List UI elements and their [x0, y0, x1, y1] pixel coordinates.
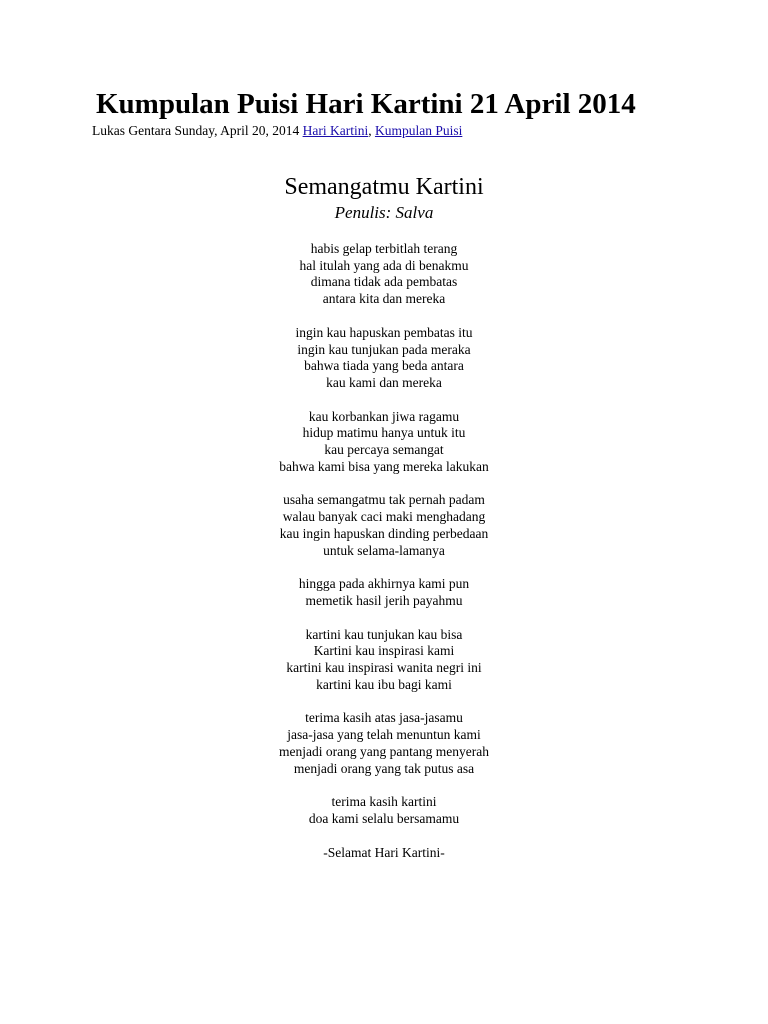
poem-stanza — [184, 241, 584, 308]
poem-stanza — [184, 492, 584, 559]
poem-line: kartini kau ibu bagi kami — [316, 676, 452, 692]
poem-line: menjadi orang yang tak putus asa — [293, 760, 475, 776]
poem-line: kau kami dan mereka — [326, 374, 442, 390]
poem-stanza — [184, 576, 584, 609]
poem-author: Penulis: Salva — [334, 203, 434, 222]
poem-title: Semangatmu Kartini — [284, 174, 484, 200]
tag-link-kumpulan-puisi[interactable]: Kumpulan Puisi — [374, 123, 463, 138]
poem-line: hal itulah yang ada di benakmu — [299, 257, 469, 273]
poem-line: jasa-jasa yang telah menuntun kami — [287, 727, 481, 743]
poem-line: memetik hasil jerih payahmu — [305, 592, 463, 608]
article-date: Sunday, April 20, 2014 — [174, 123, 300, 138]
poem-stanza — [184, 409, 584, 476]
poem-stanza — [184, 794, 584, 827]
poem-line: walau banyak caci maki menghadang — [282, 509, 486, 525]
poem-line: kau ingin hapuskan dinding perbedaan — [279, 525, 489, 541]
article-author: Lukas Gentara — [92, 123, 172, 138]
poem-line: antara kita dan mereka — [322, 291, 446, 307]
poem-line: menjadi orang yang pantang menyerah — [279, 743, 489, 759]
poem-line: ingin kau tunjukan pada meraka — [297, 341, 471, 357]
poem-line: kau korbankan jiwa ragamu — [308, 408, 460, 424]
poem-stanza — [184, 710, 584, 777]
poem-stanza — [184, 325, 584, 392]
poem-line: habis gelap terbitlah terang — [310, 241, 458, 256]
poem-line: hidup matimu hanya untuk itu — [302, 425, 466, 441]
poem-line: kau percaya semangat — [324, 442, 444, 458]
poem-line: kartini kau tunjukan kau bisa — [305, 626, 463, 642]
poem-line: terima kasih kartini — [331, 794, 437, 810]
poem-line: doa kami selalu bersamamu — [308, 810, 460, 826]
tag-link-hari-kartini[interactable]: Hari Kartini — [302, 123, 369, 138]
poem-line: kartini kau inspirasi wanita negri ini — [286, 660, 482, 676]
poem — [184, 172, 584, 861]
poem-line: terima kasih atas jasa-jasamu — [305, 710, 463, 726]
poem-line: bahwa kami bisa yang mereka lakukan — [279, 458, 489, 474]
poem-line: dimana tidak ada pembatas — [310, 274, 458, 290]
article-meta — [92, 122, 462, 140]
article-title: Kumpulan Puisi Hari Kartini 21 April 2014 — [96, 88, 636, 120]
poem-closing: -Selamat Hari Kartini- — [323, 844, 445, 860]
poem-line: ingin kau hapuskan pembatas itu — [295, 324, 473, 340]
poem-line: bahwa tiada yang beda antara — [304, 358, 464, 374]
poem-line: hingga pada akhirnya kami pun — [298, 576, 470, 592]
poem-stanza — [184, 627, 584, 694]
tag-separator: , — [368, 123, 375, 138]
poem-line: usaha semangatmu tak pernah padam — [283, 492, 485, 508]
poem-line: untuk selama-lamanya — [323, 542, 445, 558]
poem-line: Kartini kau inspirasi kami — [313, 643, 455, 659]
